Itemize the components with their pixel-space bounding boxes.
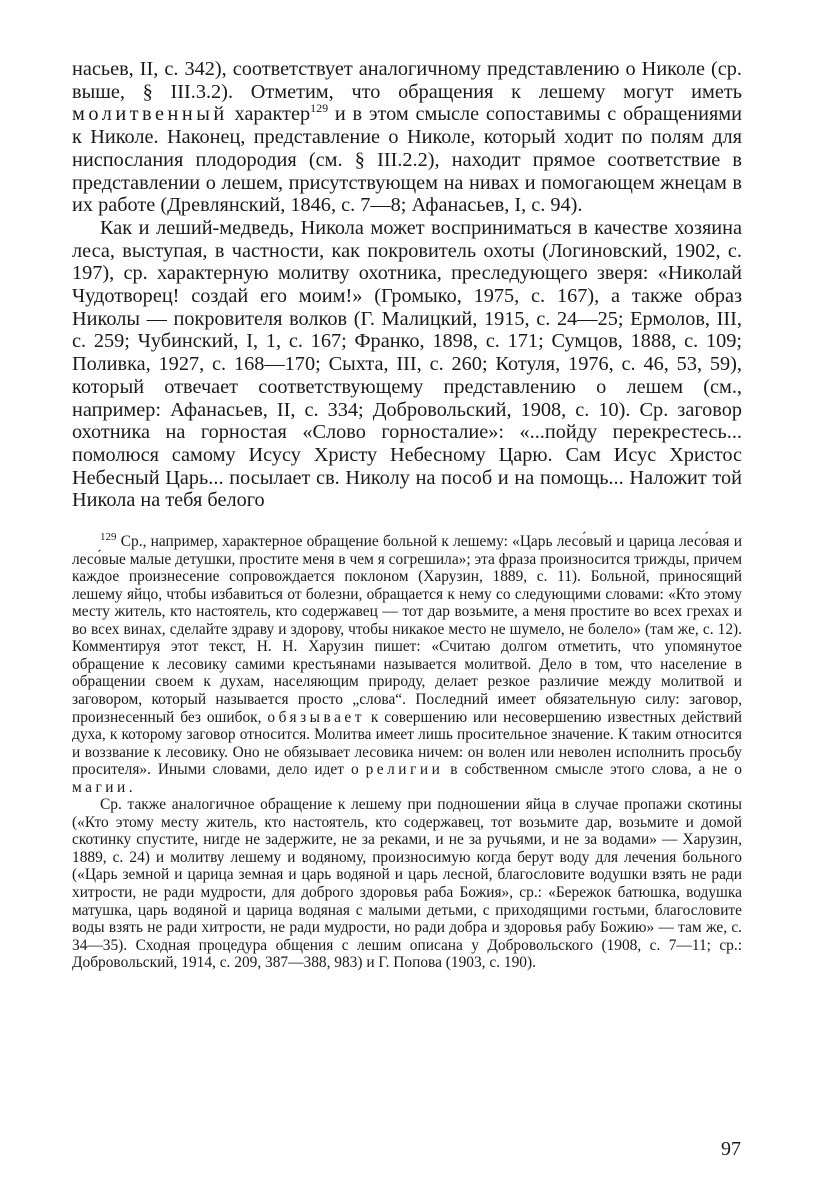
- emphasized-word: обязывает: [267, 708, 365, 726]
- footnote-129-paragraph-1: $^{129}$ Ср., например, характерное обращение больной к лешему: «Царь лесо́вый и царица лесо́вая и лесо́вые малые детушки, простите меня в чем я согрешила»; эта фраза произносится трижды, причем каждое произнесение сопровождается поклоном (Харузин, 1889, с. 11). Больной, приносящий лешему яйцо, чтобы избавиться от болезни, обращается к нему со следующими словами: «Кто этому месту житель, кто настоятель, кто содержавец — тот дар возьмите, а меня простите во всех грехах и во всех винах, сделайте здраву и здорову, чтобы никакое место не шумело, не болело» (там же, с. 12). Комментируя этот текст, Н. Н. Харузин пишет: «Считаю долгом отметить, что упомянутое обращение к лесовику самими крестьянами называется молитвой. Дело в том, что население в обращении своем к духам, населяющим природу, делает резкое различие между молитвой и заговором, который называется просто „слова“. Последний имеет обязательную силу: заговор, произнесенный без ошибок, обязывает к совершению или несовершению известных действий духа, к которому заговор относится. Молитва имеет лишь просительное значение. К таким относится и воззвание к лесовику. Оно не обязывает лесовика ничем: он волен или неволен исполнить просьбу просителя». Иными словами, дело идет о религии в собственном смысле этого слова, а не о магии.: [72, 530, 742, 796]
- footnote-marker: 129: [100, 530, 117, 543]
- footnote-129-paragraph-2: Ср. также аналогичное обращение к лешему при подношении яйца в случае пропажи скотины («Кто этому месту житель, кто настоятель, кто содержавец, тот возьмите дар, возьмите и домой скотинку спустите, нигде не задержите, не за реками, и не за ручьями, и не за водами» — Харузин, 1889, с. 24) и молитву лешему и водяному, произносимую когда берут воду для лечения больного («Царь земной и царица земная и царь водяной и царь лесной, благословите водушки взять не ради хитрости, не ради мудрости, для доброго здоровья раба Божия», ср.: «Бережок батюшка, водушка матушка, царь водяной и царица водяная с малыми детьми, с приходящими гостьми, благословите воды взять не ради хитрости, не ради мудрости, но ради добра и здоровья рабу Божию» — там же, с. 34—35). Сходная процедура общения с лешим описана у Добровольского (1908, с. 7—11; ср.: Добровольский, 1914, с. 209, 387—388, 983) и Г. Попова (1903, с. 190).: [72, 796, 742, 972]
- emphasized-word: магии: [72, 778, 129, 796]
- document-page: [72, 58, 742, 972]
- footnote-reference: 129: [310, 101, 329, 116]
- main-body-text: [72, 58, 742, 512]
- footnotes-section: [72, 530, 742, 972]
- emphasized-word: религии: [365, 761, 444, 779]
- body-paragraph-2: Как и леший-медведь, Никола может восприниматься в качестве хозяина леса, выступая, в частности, как покровитель охоты (Логиновский, 1902, с. 197), ср. характерную молитву охотника, преследующего зверя: «Николай Чудотворец! создай его моим!» (Громыко, 1975, с. 167), а также образ Николы — покровителя волков (Г. Малицкий, 1915, с. 24—25; Ермолов, III, с. 259; Чубинский, I, 1, с. 167; Франко, 1898, с. 171; Сумцов, 1888, с. 109; Поливка, 1927, с. 168—170; Сыхта, III, с. 260; Котуля, 1976, с. 46, 53, 59), который отвечает соответствующему представлению о лешем (см., например: Афанасьев, II, с. 334; Добровольский, 1908, с. 10). Ср. заговор охотника на горностая «Слово горносталие»: «...пойду перекрестесь... помолюся самому Исусу Христу Небесному Царю. Сам Исус Христос Небесный Царь... посылает св. Николу на пособ и на помощь... Наложит той Никола на тебя белого: [72, 216, 742, 512]
- emphasized-word: молитвенный: [72, 103, 228, 126]
- page-number: 97: [721, 1138, 741, 1160]
- body-paragraph-1: насьев, II, с. 342), соответствует аналогичному представлению о Николе (ср. выше, § III.3.2). Отметим, что обращения к лешему могут иметь молитвенный характер$^{129}$ и в этом смысле сопоставимы с обращениями к Николе. Наконец, представление о Николе, который ходит по полям для ниспослания плодородия (см. § III.2.2), находит прямое соответствие в представлении о лешем, присутствующем на нивах и помогающем жнецам в их работе (Древлянский, 1846, с. 7—8; Афанасьев, I, с. 94).: [72, 58, 742, 217]
